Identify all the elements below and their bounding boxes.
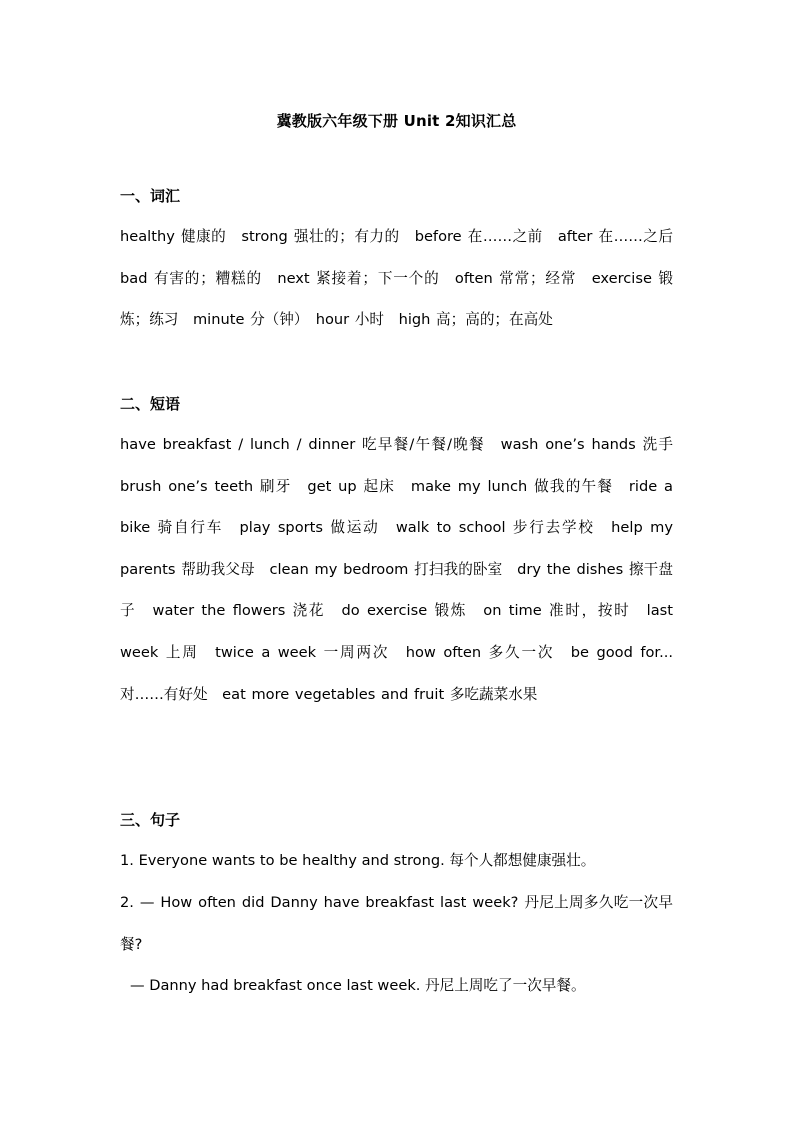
vocabulary-paragraph: healthy 健康的 strong 强壮的；有力的 before 在……之前 after 在……之后 bad 有害的；糟糕的 next 紧接着；下一个的 often 常常；经常 exercise 锻炼；练习 minute 分（钟） hour 小时 high 高；高的；在高处 xyxy=(120,228,688,329)
page-title: 冀教版六年级下册 Unit 2知识汇总 xyxy=(276,112,517,130)
sentence-3: — Danny had breakfast once last week. 丹尼上周吃了一次早餐。 xyxy=(130,977,586,994)
section-heading-vocabulary: 一、词汇 xyxy=(120,187,181,205)
section-heading-sentences: 三、句子 xyxy=(120,811,181,829)
phrases-paragraph: have breakfast / lunch / dinner 吃早餐/午餐/晚餐 wash one’s hands 洗手 brush one’s teeth 刷牙 get up 起床 make my lunch 做我的午餐 ride a bike 骑自行车 play sports 做运动 walk to school 步行去学校 help my parents 帮助我父母 clean my bedroom 打扫我的卧室 dry the dishes 擦干盘子 water the flowers 浇花 do exercise 锻炼 on time 准时，按时 last week 上周 twice a week 一周两次 how often 多久一次 be good for...对……有好处 eat more vegetables and fruit 多吃蔬菜水果 xyxy=(120,436,688,703)
sentence-2: 2. — How often did Danny have breakfast last week? 丹尼上周多久吃一次早餐? xyxy=(120,894,673,953)
section-heading-phrases: 二、短语 xyxy=(120,395,181,413)
sentence-1: 1. Everyone wants to be healthy and strong. 每个人都想健康强壮。 xyxy=(120,852,596,869)
